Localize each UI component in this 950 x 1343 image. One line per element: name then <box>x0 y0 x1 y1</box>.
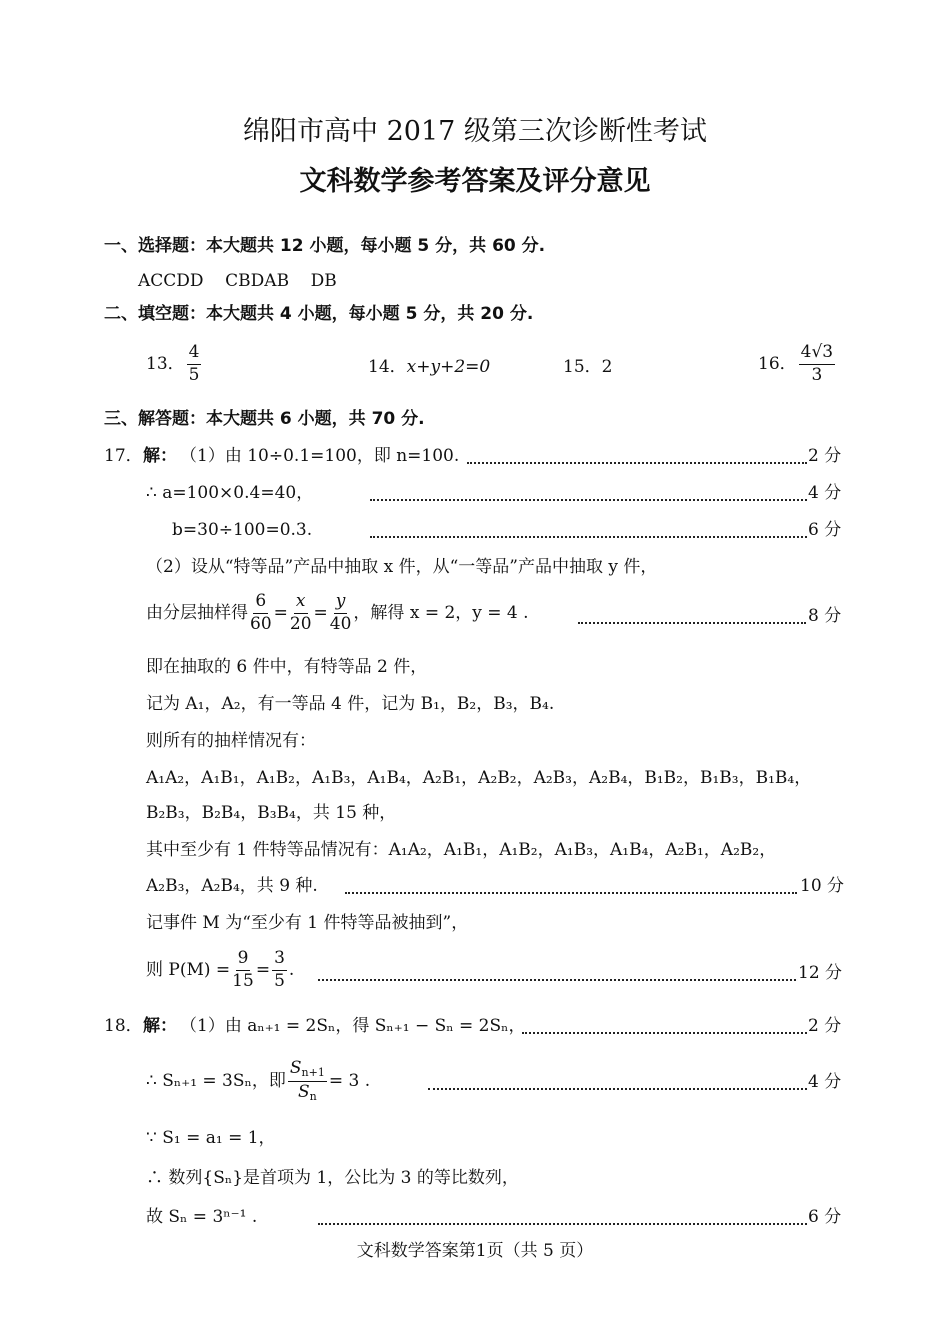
q17-score-12: 10 分 <box>800 876 845 896</box>
q17-line-13: 记事件 M 为“至少有 1 件特等品被抽到”， <box>146 913 469 933</box>
section-3-heading: 三、解答题：本大题共 6 小题，共 70 分. <box>104 409 425 429</box>
q14-label: 14． <box>368 357 407 377</box>
q18-leader-2 <box>428 1088 807 1090</box>
section-2-heading: 二、填空题：本大题共 4 小题，每小题 5 分，共 20 分. <box>104 304 534 324</box>
q17-line-8: 则所有的抽样情况有： <box>146 731 316 751</box>
document-title: 绵阳市高中 2017 级第三次诊断性考试 <box>243 116 707 147</box>
q18-score-1: 2 分 <box>808 1016 842 1036</box>
q16-denominator: 3 <box>811 364 823 385</box>
q18-line-5: 故 Sₙ = 3ⁿ⁻¹ . <box>146 1207 258 1227</box>
q18-line-4: ∴ 数列{Sₙ}是首项为 1，公比为 3 的等比数列， <box>146 1168 519 1188</box>
q17-line-14-prefix: 则 P(M) = <box>146 959 231 980</box>
q17-leader-2 <box>370 499 807 501</box>
q13-numerator: 4 <box>187 344 202 365</box>
page-footer: 文科数学答案第1页（共 5 页） <box>356 1241 594 1261</box>
q13-answer <box>146 344 203 385</box>
q14-answer <box>368 359 490 376</box>
q17-score-5: 8 分 <box>808 606 842 626</box>
q17-score-14: 12 分 <box>798 963 843 983</box>
q18-jie: 解： <box>143 1016 177 1036</box>
q17-line-11: 其中至少有 1 件特等品情况有：A₁A₂，A₁B₁，A₁B₂，A₁B₃，A₁B₄，A₂B₁，A₂B₂， <box>146 840 777 860</box>
q17-line-5-prefix: 由分层抽样得 <box>146 602 248 623</box>
q18-line-1: （1）由 aₙ₊₁ = 2Sₙ，得 Sₙ₊₁ − Sₙ = 2Sₙ， <box>180 1016 526 1036</box>
q17-line-2: ∴ a=100×0.4=40， <box>146 483 314 503</box>
q17-leader-14 <box>318 979 796 981</box>
q18-score-2: 4 分 <box>808 1072 842 1092</box>
q16-label: 16． <box>758 353 797 374</box>
ratio-fraction-2: $\frac{x}{20}$ <box>289 591 312 634</box>
section-1-heading: 一、选择题：本大题共 12 小题，每小题 5 分，共 60 分. <box>104 236 546 256</box>
ratio-fraction-1: $\frac{6}{60}$ <box>250 591 272 634</box>
q17-line-4: （2）设从“特等品”产品中抽取 x 件，从“一等品”产品中抽取 y 件， <box>146 557 658 577</box>
q17-score-2: 4 分 <box>808 483 842 503</box>
q15-label: 15． <box>563 357 602 377</box>
q17-leader-12 <box>345 892 797 894</box>
q17-label: 17． <box>104 446 143 466</box>
q13-label: 13． <box>146 353 185 374</box>
q16-answer <box>758 344 837 385</box>
q18-leader-5 <box>318 1223 807 1225</box>
q17-line-1: （1）由 10÷0.1=100，即 n=100. <box>180 446 460 466</box>
q17-line-9: A₁A₂，A₁B₁，A₁B₂，A₁B₃，A₁B₄，A₂B₁，A₂B₂，A₂B₃，A₂B₄，B₁B₂，B₁B₃，B₁B₄， <box>146 768 812 788</box>
q18-score-5: 6 分 <box>808 1207 842 1227</box>
q18-line-2 <box>146 1060 370 1102</box>
q17-leader-1 <box>467 462 807 464</box>
q18-line-2-suffix: = 3 . <box>328 1070 371 1091</box>
probability-fraction-2: $\frac{3}{5}$ <box>274 948 285 991</box>
q17-line-14: 则 P(M) = $\frac{9}{15}$ = $\frac{3}{5}$ . <box>146 948 295 991</box>
q18-line-3: ∵ S₁ = a₁ = 1， <box>146 1128 276 1148</box>
q18-line-2-prefix: ∴ Sₙ₊₁ = 3Sₙ，即 <box>146 1070 286 1091</box>
ratio-s-fraction: $\frac{S_{n+1}}{S_n}$ <box>289 1058 325 1103</box>
q16-numerator: 4√3 <box>799 344 835 365</box>
probability-fraction-1: $\frac{9}{15}$ <box>232 948 254 991</box>
q17-line-7: 记为 A₁，A₂，有一等品 4 件，记为 B₁，B₂，B₃，B₄. <box>146 694 555 714</box>
q17-leader-3 <box>370 536 807 538</box>
document-subtitle: 文科数学参考答案及评分意见 <box>299 166 651 197</box>
q17-line-5-suffix: ，解得 x = 2，y = 4 . <box>353 602 529 623</box>
q17-line-10: B₂B₃，B₂B₄，B₃B₄，共 15 种， <box>146 803 397 823</box>
q16-fraction <box>799 344 835 385</box>
q17-jie: 解： <box>143 446 177 466</box>
q13-denominator: 5 <box>188 364 200 385</box>
q17-line-3: b=30÷100=0.3. <box>172 520 313 540</box>
multiple-choice-answers: ACCDD CBDAB DB <box>138 271 337 291</box>
q17-line-12: A₂B₃，A₂B₄，共 9 种. <box>146 876 318 896</box>
q17-line-5: 由分层抽样得 $\frac{6}{60}$ = $\frac{x}{20}$ = $\frac{y}{40}$ ，解得 x = 2，y = 4 . <box>146 591 529 634</box>
q17-leader-5 <box>578 622 806 624</box>
q18-leader-1 <box>522 1032 807 1034</box>
ratio-fraction-3: $\frac{y}{40}$ <box>329 591 352 634</box>
q13-fraction <box>187 344 202 385</box>
q17-score-1: 2 分 <box>808 446 842 466</box>
q15-answer <box>563 359 612 376</box>
q17-line-6: 即在抽取的 6 件中，有特等品 2 件， <box>146 657 428 677</box>
q14-expression: x+y+2=0 <box>406 357 491 377</box>
q17-score-3: 6 分 <box>808 520 842 540</box>
q15-value: 2 <box>601 357 613 377</box>
q18-label: 18． <box>104 1016 143 1036</box>
